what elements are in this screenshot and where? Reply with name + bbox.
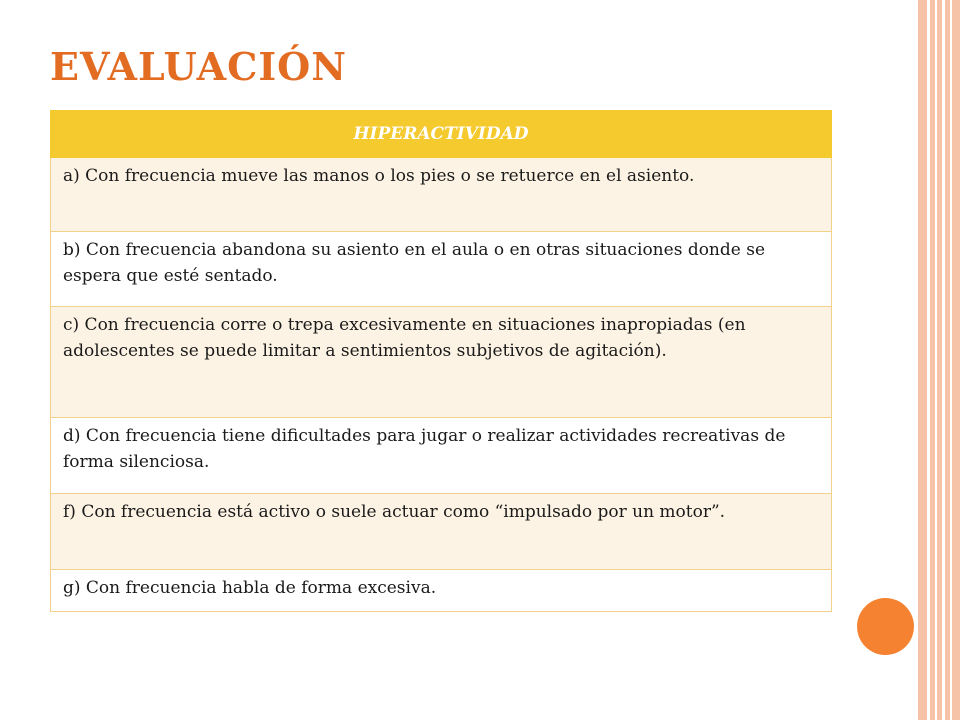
table-header-row [51, 111, 832, 158]
hyperactivity-table [50, 110, 832, 612]
table-row [51, 418, 832, 494]
table-cell: a) Con frecuencia mueve las manos o los pies o se retuerce en el asiento. [51, 158, 832, 232]
table-cell: g) Con frecuencia habla de forma excesiva. [51, 570, 832, 612]
table-cell: c) Con frecuencia corre o trepa excesivamente en situaciones inapropiadas (en adolescentes se puede limitar a sentimientos subjetivos de agitación). [51, 307, 832, 418]
stripe-line [950, 0, 952, 720]
right-decorative-stripes [918, 0, 960, 720]
table-row [51, 158, 832, 232]
decorative-orange-circle [857, 598, 914, 655]
table-row [51, 570, 832, 612]
table-cell: f) Con frecuencia está activo o suele actuar como “impulsado por un motor”. [51, 494, 832, 570]
table-row [51, 494, 832, 570]
stripe-line [927, 0, 930, 720]
table-cell: d) Con frecuencia tiene dificultades para jugar o realizar actividades recreativas de forma silenciosa. [51, 418, 832, 494]
table-header-cell: HIPERACTIVIDAD [51, 111, 832, 158]
slide-title: EVALUACIÓN [50, 44, 347, 89]
stripe-line [942, 0, 945, 720]
table-row [51, 232, 832, 307]
table-cell: b) Con frecuencia abandona su asiento en el aula o en otras situaciones donde se espera que esté sentado. [51, 232, 832, 307]
stripe-line [935, 0, 937, 720]
table-row [51, 307, 832, 418]
